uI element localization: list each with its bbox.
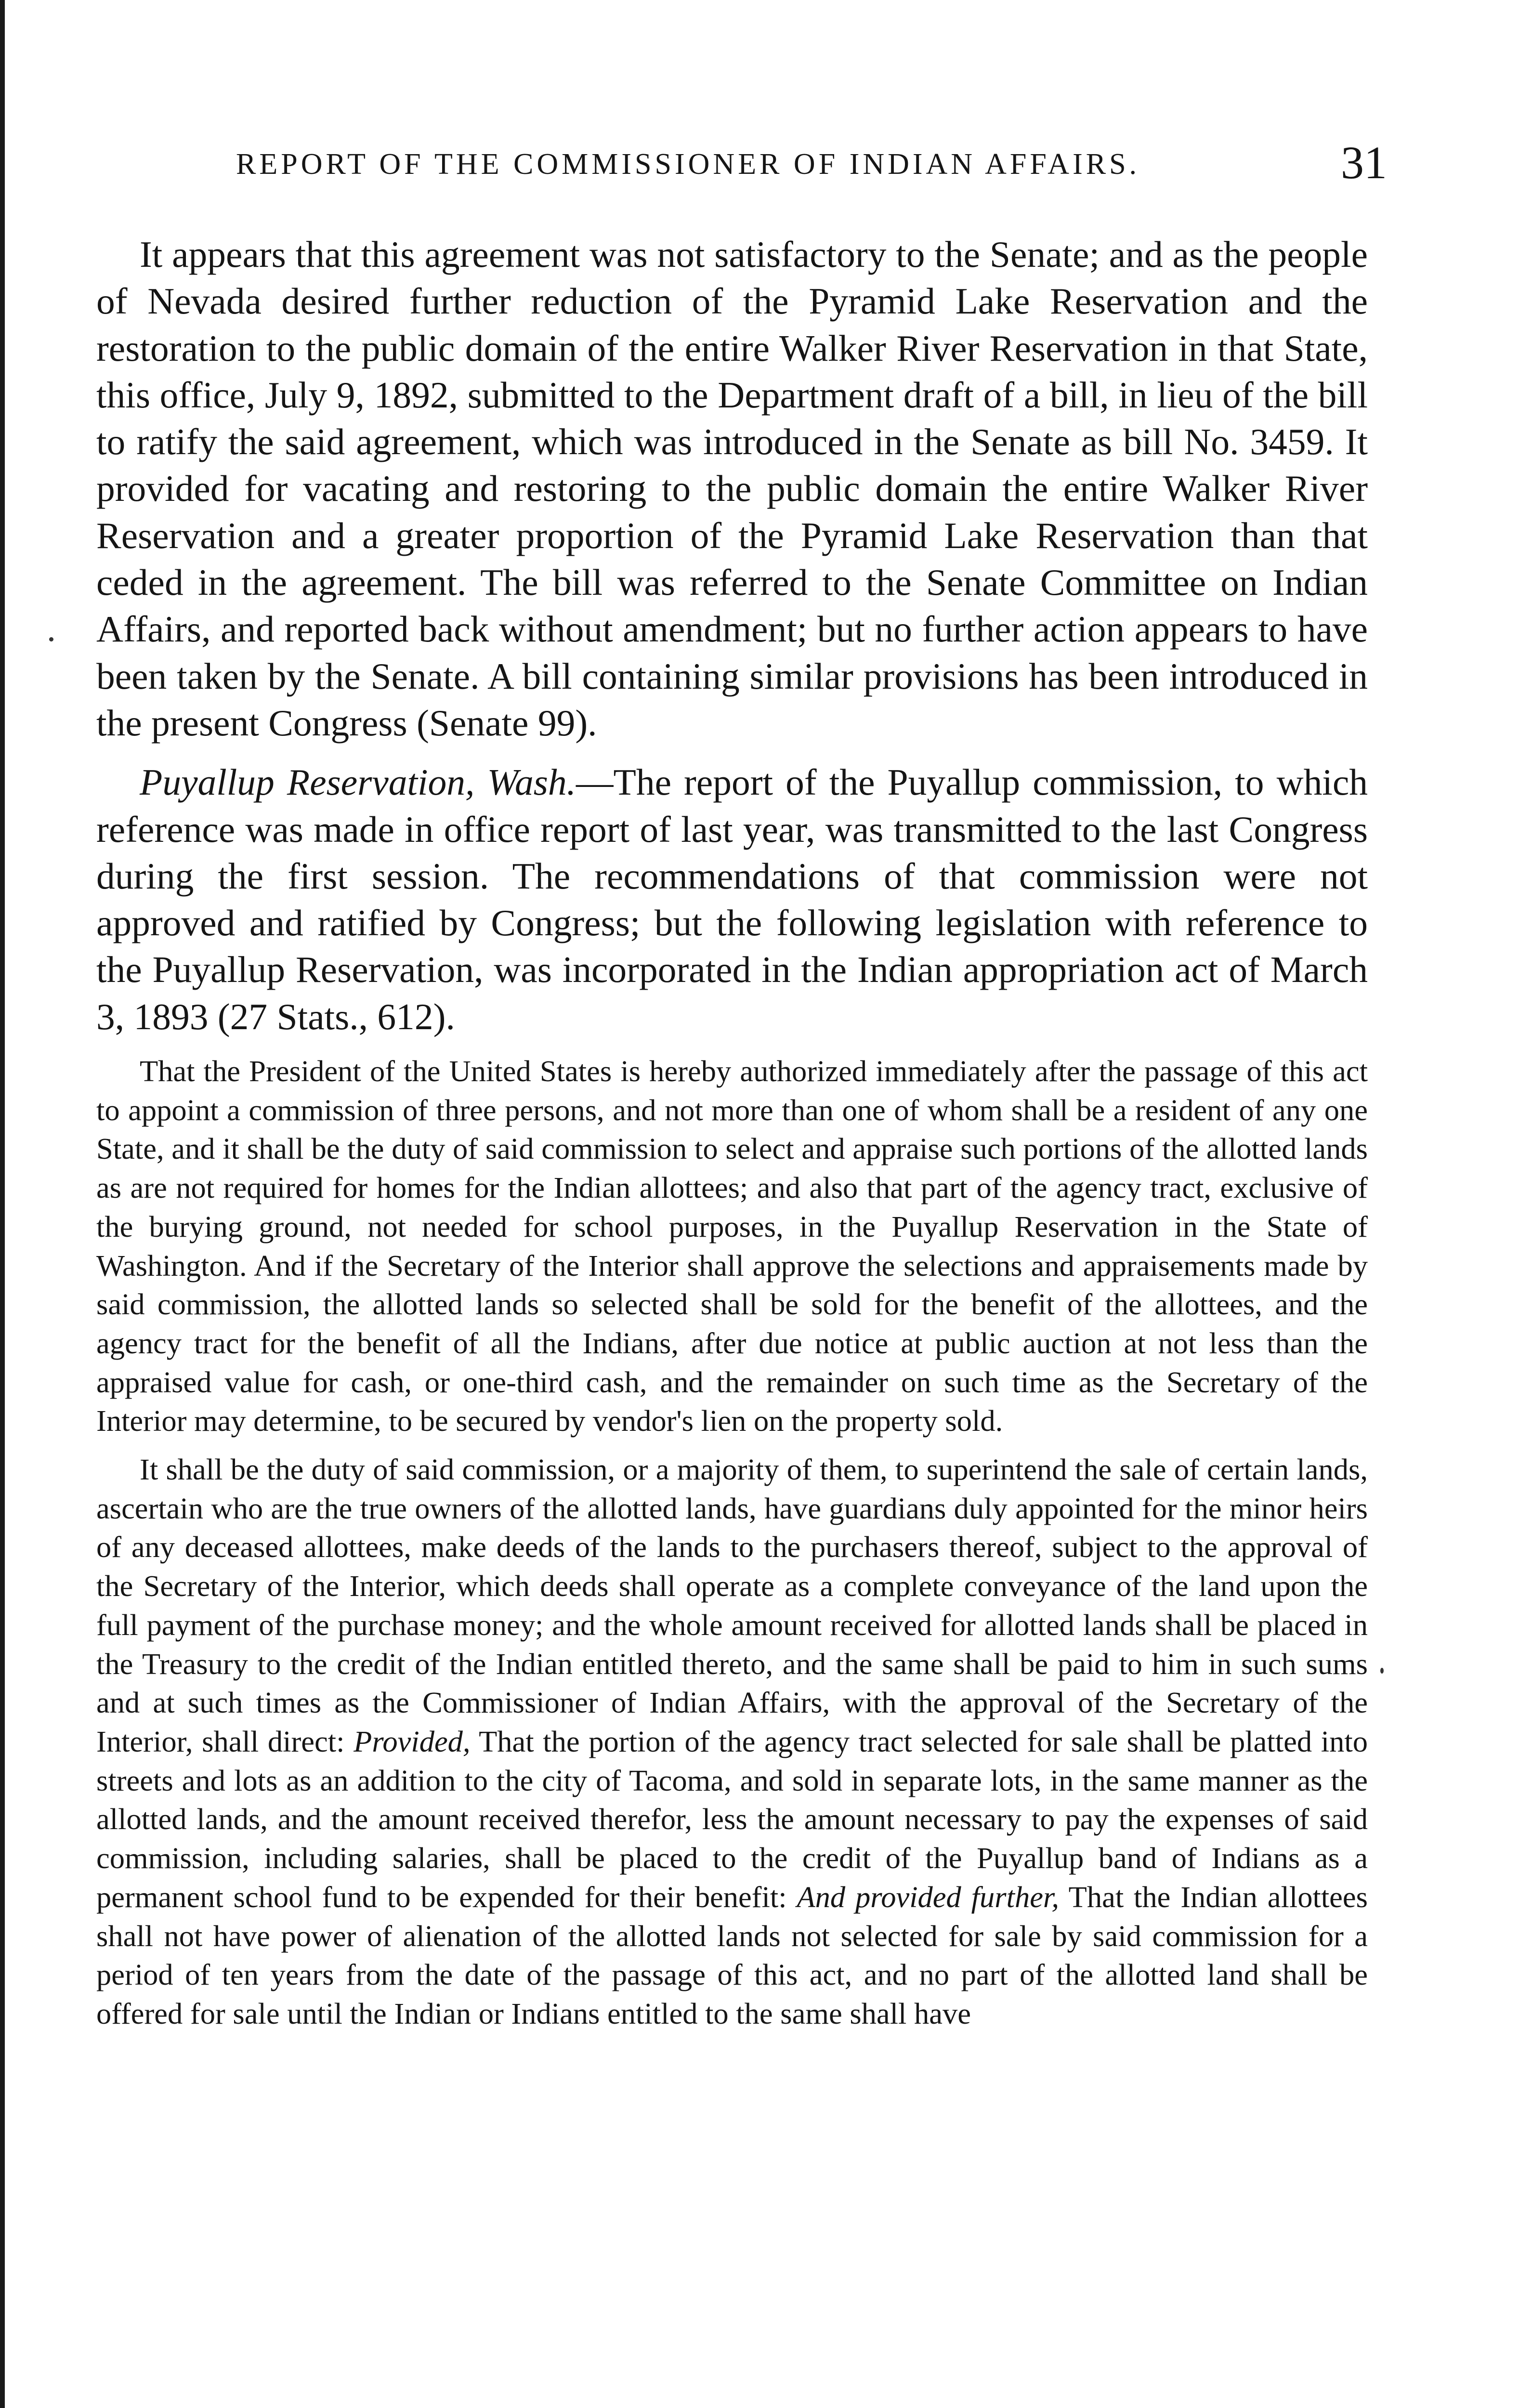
quoted-act-paragraph-1: That the President of the United States is hereby authorized immediately after the passage of this act to appoint a commission of three persons, and not more than one of whom shall be a resident of any one State, and it shall be the duty of said commission to select and appraise such portions of the allotted lands as are not required for homes for the Indian allottees; and also that part of the agency tract, exclusive of the burying ground, not needed for school purposes, in the Puyallup Reservation in the State of Washington. And if the Secretary of the Interior shall approve the selections and appraisements made by said commission, the allotted lands so selected shall be sold for the benefit of the allottees, and the agency tract for the benefit of all the Indians, after due notice at public auction at not less than the appraised value for cash, or one-third cash, and the remainder on such time as the Secretary of the Interior may determine, to be secured by vendor's lien on the property sold. bbox=[96, 1054, 1368, 1438]
quoted-act-text-part-1: It shall be the duty of said commission, or a majority of them, to superintend the sale of certain lands, ascertain who are the true owners of the allotted lands, have guardians duly appointed for the minor heirs of any deceased allottees, make deeds of the lands to the purchasers thereof, subject to the approval of the Secretary of the Interior, which deeds shall operate as a complete conveyance of the land upon the full payment of the purchase money; and the whole amount received for allotted lands shall be placed in the Treasury to the credit of the Indian entitled thereto, and the same shall be paid to him in such sums and at such times as the Commissioner of Indian Affairs, with the approval of the Secretary of the Interior, shall direct: bbox=[96, 1453, 1368, 1758]
quoted-act-paragraph-2 bbox=[96, 1450, 1368, 2033]
quoted-act-text-part-2: That the portion of the agency tract selected for sale shall be platted into streets and lots as an addition to the city of Tacoma, and sold in separate lots, in the same manner as the allotted lands, and the amount received therefor, less the amount necessary to pay the expenses of said commission, including salaries, shall be placed to the credit of the Puyallup band of Indians as a permanent school fund to be expended for their benefit: bbox=[96, 1725, 1368, 1914]
margin-mark bbox=[1380, 1668, 1384, 1674]
proviso-and-provided-further: And provided further, bbox=[797, 1880, 1059, 1914]
paragraph-pyramid-lake: It appears that this agreement was not satisfactory to the Senate; and as the people of Nevada desired further reduction of the Pyramid Lake Reservation and the restoration to the public domain of the entire Walker River Reservation in that State, this office, July 9, 1892, submitted to the Department draft of a bill, in lieu of the bill to ratify the said agreement, which was introduced in the Senate as bill No. 3459. It provided for vacating and restoring to the public domain the entire Walker River Reservation and a greater proportion of the Pyramid Lake Reservation than that ceded in the agreement. The bill was referred to the Senate Committee on Indian Affairs, and reported back without amendment; but no further action appears to have been taken by the Senate. A bill containing similar provisions has been introduced in the present Congress (Senate 99). bbox=[96, 234, 1368, 744]
scan-left-edge bbox=[0, 0, 5, 2408]
paragraph-puyallup-text: —The report of the Puyallup commission, to which reference was made in office report of last year, was transmitted to the last Congress during the first session. The recommendations of that commission were not approved and ratified by Congress; but the following legislation with reference to the Puyallup Reservation, was incorporated in the Indian appropriation act of March 3, 1893 (27 Stats., 612). bbox=[96, 761, 1368, 1037]
body-text bbox=[96, 231, 1368, 2033]
page-header bbox=[236, 137, 1387, 197]
section-heading-puyallup: Puyallup Reservation, Wash. bbox=[140, 761, 576, 803]
margin-mark bbox=[49, 637, 53, 641]
paragraph-puyallup bbox=[96, 759, 1368, 1040]
quoted-act-text-part-3: That the Indian allottees shall not have power of alienation of the allotted lands not selected for sale by said commission for a period of ten years from the date of the passage of this act, and no part of the allotted land shall be offered for sale until the Indian or Indians entitled to the same shall have bbox=[96, 1880, 1368, 2030]
page-number: 31 bbox=[1341, 137, 1387, 188]
running-head: REPORT OF THE COMMISSIONER OF INDIAN AFFAIRS. bbox=[236, 148, 1140, 181]
proviso-provided: Provided, bbox=[354, 1725, 471, 1758]
